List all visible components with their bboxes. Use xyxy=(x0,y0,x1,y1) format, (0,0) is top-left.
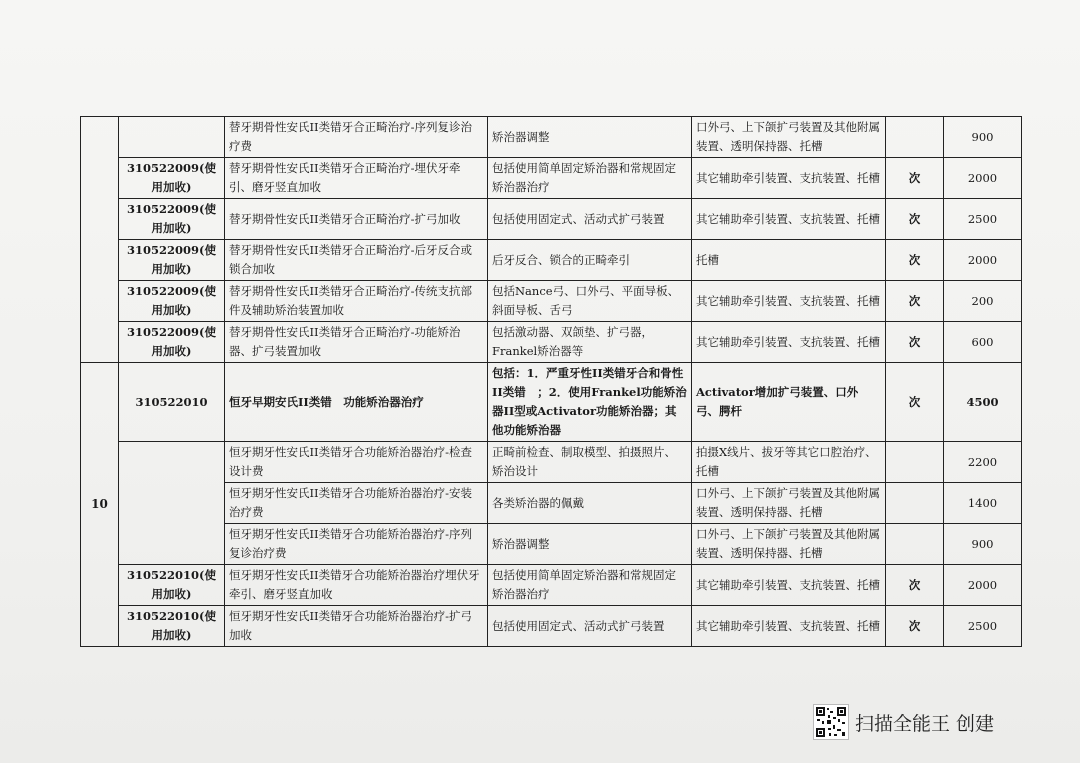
qr-code-icon xyxy=(813,704,849,740)
name-cell: 替牙期骨性安氏II类错牙合正畸治疗-扩弓加收 xyxy=(225,199,488,240)
unit-cell xyxy=(886,117,944,158)
excluded-cell: 口外弓、上下颌扩弓装置及其他附属装置、透明保持器、托槽 xyxy=(692,483,886,524)
unit-cell: 次 xyxy=(886,281,944,322)
unit-cell: 次 xyxy=(886,199,944,240)
content-cell: 包括Nance弓、口外弓、平面导板、斜面导板、舌弓 xyxy=(488,281,692,322)
name-cell: 恒牙早期安氏II类错 功能矫治器治疗 xyxy=(225,363,488,442)
name-cell: 替牙期骨性安氏II类错牙合正畸治疗-传统支抗部件及辅助矫治装置加收 xyxy=(225,281,488,322)
price-cell: 600 xyxy=(944,322,1022,363)
price-cell: 2500 xyxy=(944,606,1022,647)
name-cell: 恒牙期牙性安氏II类错牙合功能矫治器治疗埋伏牙牵引、磨牙竖直加收 xyxy=(225,565,488,606)
content-cell: 包括使用简单固定矫治器和常规固定矫治器治疗 xyxy=(488,565,692,606)
unit-cell: 次 xyxy=(886,363,944,442)
code-cell: 310522010(使用加收) xyxy=(119,606,225,647)
name-cell: 替牙期骨性安氏II类错牙合正畸治疗-功能矫治器、扩弓装置加收 xyxy=(225,322,488,363)
scanner-watermark xyxy=(813,704,994,740)
excluded-cell: 其它辅助牵引装置、支抗装置、托槽 xyxy=(692,281,886,322)
table-row xyxy=(81,199,1022,240)
content-cell: 矫治器调整 xyxy=(488,524,692,565)
content-cell: 包括使用固定式、活动式扩弓装置 xyxy=(488,606,692,647)
name-cell: 恒牙期牙性安氏II类错牙合功能矫治器治疗-扩弓加收 xyxy=(225,606,488,647)
unit-cell: 次 xyxy=(886,240,944,281)
code-cell xyxy=(119,117,225,158)
fee-table xyxy=(80,116,1022,647)
code-cell: 310522009(使用加收) xyxy=(119,240,225,281)
code-cell: 310522009(使用加收) xyxy=(119,199,225,240)
price-cell: 2200 xyxy=(944,442,1022,483)
name-cell: 替牙期骨性安氏II类错牙合正畸治疗-埋伏牙牵引、磨牙竖直加收 xyxy=(225,158,488,199)
unit-cell: 次 xyxy=(886,606,944,647)
table-row xyxy=(81,322,1022,363)
table-row xyxy=(81,158,1022,199)
unit-cell xyxy=(886,442,944,483)
table-row xyxy=(81,442,1022,483)
name-cell: 恒牙期牙性安氏II类错牙合功能矫治器治疗-安装治疗费 xyxy=(225,483,488,524)
content-cell: 各类矫治器的佩戴 xyxy=(488,483,692,524)
excluded-cell: 拍摄X线片、拔牙等其它口腔治疗、托槽 xyxy=(692,442,886,483)
code-cell xyxy=(119,442,225,565)
content-cell: 包括：1．严重牙性II类错牙合和骨性II类错 ；2．使用Frankel功能矫治器II型或Activator功能矫治器；其他功能矫治器 xyxy=(488,363,692,442)
name-cell: 恒牙期牙性安氏II类错牙合功能矫治器治疗-序列复诊治疗费 xyxy=(225,524,488,565)
content-cell: 包括使用固定式、活动式扩弓装置 xyxy=(488,199,692,240)
content-cell: 后牙反合、锁合的正畸牵引 xyxy=(488,240,692,281)
excluded-cell: 其它辅助牵引装置、支抗装置、托槽 xyxy=(692,322,886,363)
table-row xyxy=(81,240,1022,281)
code-cell: 310522010 xyxy=(119,363,225,442)
unit-cell: 次 xyxy=(886,565,944,606)
code-cell: 310522009(使用加收) xyxy=(119,322,225,363)
excluded-cell: 其它辅助牵引装置、支抗装置、托槽 xyxy=(692,199,886,240)
price-cell: 4500 xyxy=(944,363,1022,442)
watermark-text: 扫描全能王 创建 xyxy=(854,712,994,735)
excluded-cell: Activator增加扩弓装置、口外弓、腭杆 xyxy=(692,363,886,442)
table-row xyxy=(81,606,1022,647)
content-cell: 包括使用简单固定矫治器和常规固定矫治器治疗 xyxy=(488,158,692,199)
content-cell: 包括激动器、双颌垫、扩弓器，Frankel矫治器等 xyxy=(488,322,692,363)
code-cell: 310522010(使用加收) xyxy=(119,565,225,606)
content-cell: 正畸前检查、制取模型、拍摄照片、矫治设计 xyxy=(488,442,692,483)
price-cell: 900 xyxy=(944,524,1022,565)
code-cell: 310522009(使用加收) xyxy=(119,158,225,199)
unit-cell xyxy=(886,524,944,565)
table-row xyxy=(81,281,1022,322)
price-cell: 1400 xyxy=(944,483,1022,524)
table-row xyxy=(81,565,1022,606)
excluded-cell: 其它辅助牵引装置、支抗装置、托槽 xyxy=(692,565,886,606)
excluded-cell: 其它辅助牵引装置、支抗装置、托槽 xyxy=(692,158,886,199)
name-cell: 恒牙期牙性安氏II类错牙合功能矫治器治疗-检查设计费 xyxy=(225,442,488,483)
unit-cell: 次 xyxy=(886,158,944,199)
price-cell: 2000 xyxy=(944,158,1022,199)
price-cell: 2500 xyxy=(944,199,1022,240)
price-cell: 2000 xyxy=(944,240,1022,281)
excluded-cell: 托槽 xyxy=(692,240,886,281)
excluded-cell: 口外弓、上下颌扩弓装置及其他附属装置、透明保持器、托槽 xyxy=(692,117,886,158)
name-cell: 替牙期骨性安氏II类错牙合正畸治疗-序列复诊治疗费 xyxy=(225,117,488,158)
price-cell: 2000 xyxy=(944,565,1022,606)
group-number-cell: 10 xyxy=(81,363,119,647)
content-cell: 矫治器调整 xyxy=(488,117,692,158)
price-cell: 900 xyxy=(944,117,1022,158)
excluded-cell: 口外弓、上下颌扩弓装置及其他附属装置、透明保持器、托槽 xyxy=(692,524,886,565)
group-number-cell xyxy=(81,117,119,363)
unit-cell xyxy=(886,483,944,524)
table-row xyxy=(81,117,1022,158)
price-cell: 200 xyxy=(944,281,1022,322)
table-row xyxy=(81,363,1022,442)
unit-cell: 次 xyxy=(886,322,944,363)
code-cell: 310522009(使用加收) xyxy=(119,281,225,322)
excluded-cell: 其它辅助牵引装置、支抗装置、托槽 xyxy=(692,606,886,647)
name-cell: 替牙期骨性安氏II类错牙合正畸治疗-后牙反合或锁合加收 xyxy=(225,240,488,281)
